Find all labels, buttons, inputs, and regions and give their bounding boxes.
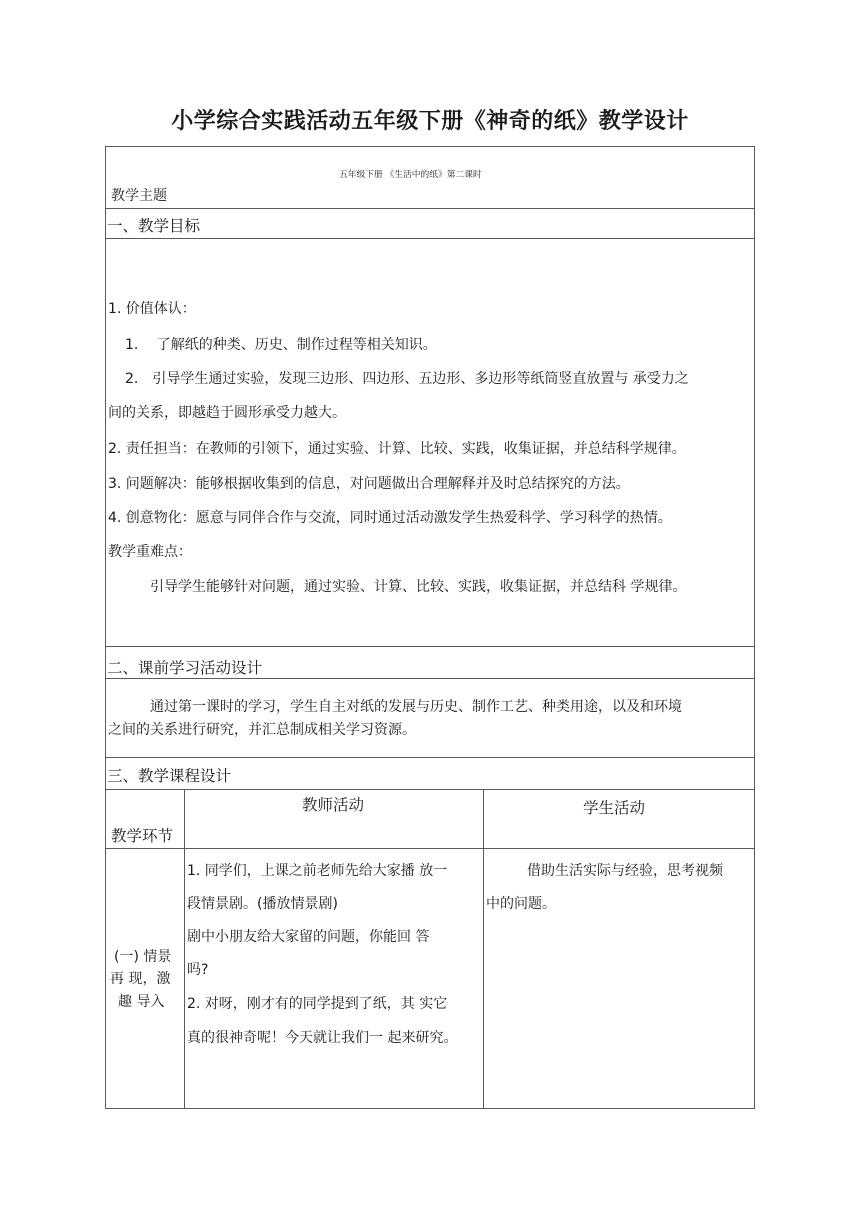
student-activity-line: 中的问题。 — [486, 896, 556, 912]
key-points-label: 教学重难点： — [108, 544, 192, 560]
table-left-border — [105, 146, 106, 1109]
prelesson-line: 之间的关系进行研究，并汇总制成相关学习资源。 — [108, 722, 416, 738]
objective-line: 3. 问题解决：能够根据收集到的信息，对问题做出合理解释并及时总结探究的方法。 — [108, 476, 630, 492]
objective-line: 2. 引导学生通过实验，发现三边形、四边形、五边形、多边形等纸筒竖直放置与 承受力之 — [125, 371, 689, 387]
table-rule — [105, 757, 755, 758]
table-rule — [105, 789, 755, 790]
document-title: 小学综合实践活动五年级下册《神奇的纸》教学设计 — [171, 109, 689, 134]
teacher-activity-line: 吗? — [187, 962, 209, 978]
objective-line: 间的关系，即越趋于圆形承受力越大。 — [108, 405, 346, 421]
table-rule — [105, 208, 755, 209]
table-rule — [105, 238, 755, 239]
theme-value: 五年级下册 《生活中的纸》第二课时 — [339, 170, 482, 180]
table-right-border — [754, 146, 755, 1109]
student-activity-line: 借助生活实际与经验，思考视频 — [527, 863, 723, 879]
teacher-activity-line: 段情景剧。(播放情景剧) — [187, 896, 338, 912]
column-header-stage: 教学环节 — [111, 827, 174, 845]
objective-line: 2. 责任担当：在教师的引领下，通过实验、计算、比较、实践，收集证据，并总结科学规律。 — [108, 441, 686, 457]
column-divider — [184, 789, 185, 1109]
teacher-activity-line: 真的很神奇呢！今天就让我们一 起来研究。 — [187, 1030, 458, 1046]
table-rule — [105, 678, 755, 679]
theme-label: 教学主题 — [111, 188, 167, 204]
teacher-activity-line: 剧中小朋友给大家留的问题，你能回 答 — [187, 929, 430, 945]
section-heading-course: 三、教学课程设计 — [107, 767, 232, 785]
objective-line: 1. 价值体认： — [108, 301, 196, 317]
column-divider — [483, 789, 484, 1109]
teacher-activity-line: 2. 对呀，刚才有的同学提到了纸，其 实它 — [187, 996, 448, 1012]
table-bottom-border — [105, 1108, 755, 1109]
objective-line: 4. 创意物化：愿意与同伴合作与交流，同时通过活动激发学生热爱科学、学习科学的热情。 — [108, 510, 672, 526]
column-header-student: 学生活动 — [583, 799, 646, 817]
section-heading-objectives: 一、教学目标 — [107, 217, 201, 235]
column-header-teacher: 教师活动 — [302, 796, 365, 814]
table-top-border — [105, 146, 755, 147]
prelesson-line: 通过第一课时的学习，学生自主对纸的发展与历史、制作工艺、种类用途，以及和环境 — [150, 699, 682, 715]
key-points-text: 引导学生能够针对问题，通过实验、计算、比较、实践，收集证据，并总结科 学规律。 — [150, 579, 687, 595]
stage-cell-line: (一) 情景 — [114, 949, 172, 965]
table-rule — [105, 848, 755, 849]
table-rule — [105, 646, 755, 647]
stage-cell-line: 趣 导入 — [118, 994, 165, 1010]
objective-line: 1. 了解纸的种类、历史、制作过程等相关知识。 — [125, 337, 437, 353]
stage-cell-line: 再 现，激 — [110, 971, 171, 987]
section-heading-prelesson: 二、课前学习活动设计 — [107, 659, 263, 677]
teacher-activity-line: 1. 同学们，上课之前老师先给大家播 放一 — [187, 863, 448, 879]
